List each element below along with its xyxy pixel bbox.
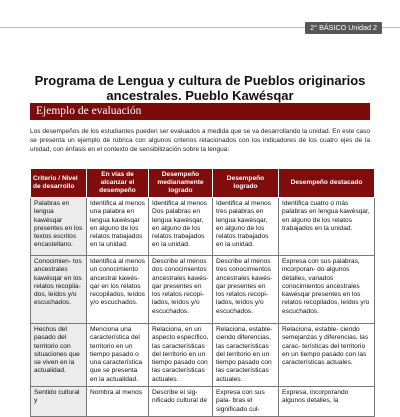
criterion-cell: Sentido cultural y	[31, 387, 87, 417]
column-header: Desempeño destacado	[279, 169, 375, 198]
table-cell: Nombra al menos	[87, 387, 149, 417]
table-cell: Describe al menos tres conocimientos ancestrales kawés- qar presentes en los relatos recopi- lados, leídos y/o escuchados.	[213, 256, 279, 324]
table-cell: Identifica cuatro o más palabras en lengua kawésqar, en alguno de los relatos trabajados en la unidad.	[279, 198, 375, 256]
table-row	[31, 324, 375, 387]
table-cell: Identifica al menos Dos palabras en lengua kawésqar, en alguno de los relatos trabajados en la unidad.	[149, 198, 213, 256]
intro-paragraph: Los desempeños de los estudiantes pueden ser evaluados a medida que se va desarrollando la unidad. En este caso se presenta un ejemplo de rúbrica con algunos criterios relacionados con los indicadores de los cuatro ejes de la unidad, con énfasis en el contexto de sensibilización sobre la lengua:	[30, 128, 370, 153]
table-cell: Identifica al menos una palabra en lengua kawésqar en alguno de los relatos trabajados en la unidad.	[87, 198, 149, 256]
table-cell: Expresa con sus pala- bras el significado cul-	[213, 387, 279, 417]
table-cell: Relaciona, estable- ciendo semejanzas y diferencias, las carac- terísticas del territorio en un tiempo pasado con las características actuales.	[279, 324, 375, 387]
table-cell: Describe al menos dos conocimientos ancestrales kawés- qar presentes en los relatos recopi- lados, leídos y/o escuchados.	[149, 256, 213, 324]
table-cell: Relaciona, en un aspecto específico, las características del territorio en un tiempo pasado con las características actuales.	[149, 324, 213, 387]
table-cell: Identifica al menos un conocimiento ancestral kawés- qar en los relatos recopilados, leídos y/o escuchados.	[87, 256, 149, 324]
table-cell: Relaciona, estable- ciendo diferencias, las características del territorio en un tiempo pasado con las características actuales.	[213, 324, 279, 387]
section-header-bar	[30, 103, 370, 120]
column-header: Desempeño medianamente logrado	[149, 169, 213, 198]
table-cell: Describe el sig- nificado cultural de	[149, 387, 213, 417]
table-row	[31, 256, 375, 324]
page-title-line-2: ancestrales. Pueblo Kawésqar	[106, 88, 294, 103]
column-header: En vías de alcanzar el desempeño	[87, 169, 149, 198]
table-cell: Expresa con sus palabras, incorporan- do algunos detalles, variados conocimientos ancestrales kawésqar presentes en los relatos recopilados, leídos y/o escuchados.	[279, 256, 375, 324]
top-header	[0, 0, 400, 40]
table-header-row	[31, 169, 375, 198]
table-row	[31, 198, 375, 256]
table-cell: Expresa, incorporando algunos detalles, la	[279, 387, 375, 417]
criterion-cell: Conocimien- tos ancestrales kawésqar en los relatos recopila- dos, leídos y/o escuchados.	[31, 256, 87, 324]
column-header: Criterio / Nivel de desarrollo	[31, 169, 87, 198]
table-cell: Identifica al menos tres palabras en lengua kawésqar, en alguno de los relatos trabajados en la unidad.	[213, 198, 279, 256]
criterion-cell: Palabras en lengua kawésqar presentes en los textos escritos encastellano.	[31, 198, 87, 256]
page-title-line-1: Programa de Lengua y cultura de Pueblos originarios	[34, 73, 366, 88]
criterion-cell: Hechos del pasado del territorio con situaciones que se viven en la actualidad.	[31, 324, 87, 387]
table-row	[31, 387, 375, 417]
table-cell: Menciona una característica del territorio en un tiempo pasado o una característica que se presenta en la actualidad.	[87, 324, 149, 387]
column-header: Desempeño logrado	[213, 169, 279, 198]
page-title	[20, 73, 380, 103]
section-title: Ejemplo de evaluación	[36, 105, 142, 117]
grade-unit-badge: 2° BÁSICO Unidad 2	[305, 22, 382, 34]
evaluation-rubric-table	[30, 168, 375, 417]
